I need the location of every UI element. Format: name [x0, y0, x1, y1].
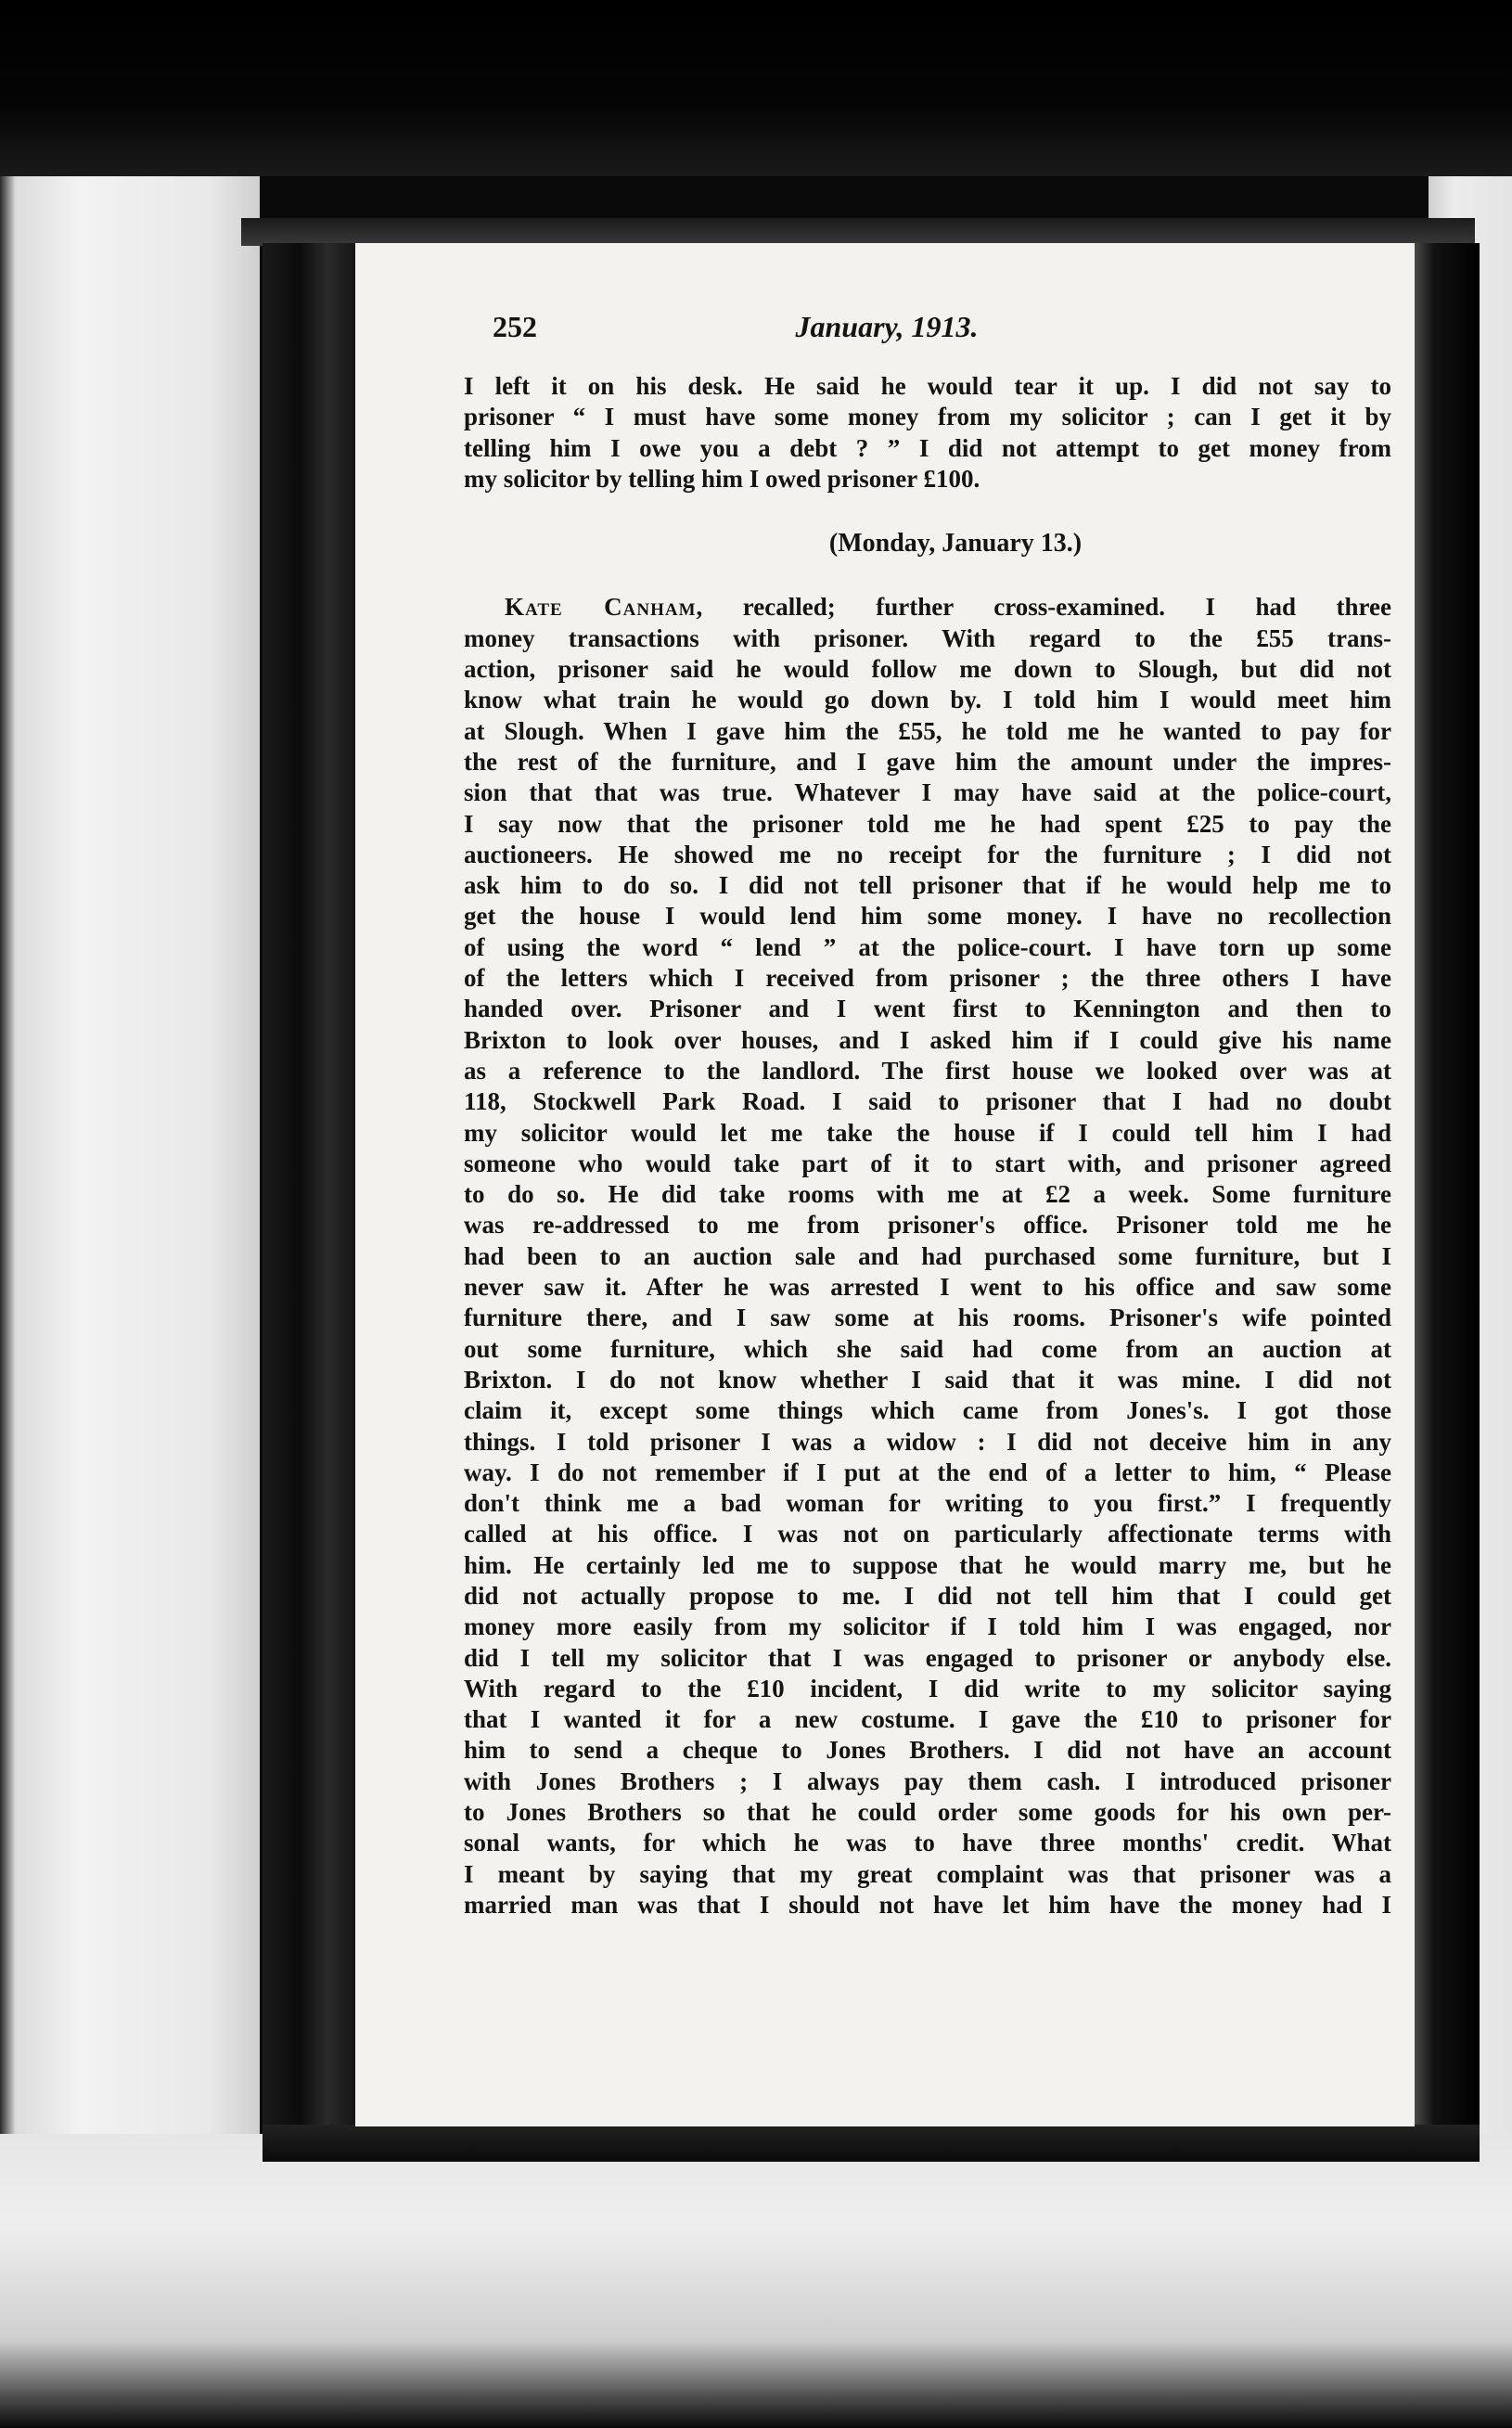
text-line: to Jones Brothers so that he could order some goods for his own per-	[464, 1798, 1391, 1827]
text-line: prisoner “ I must have some money from my solicitor ; can I get it by	[464, 403, 1391, 431]
book-binding-left	[263, 243, 355, 2145]
text-line: I meant by saying that my great complaint was that prisoner was a	[464, 1859, 1391, 1888]
scan-shadow	[241, 218, 1475, 246]
text-line: did not actually propose to me. I did not tell him that I could get	[464, 1581, 1391, 1610]
text-line: my solicitor by telling him I owed prisoner £100.	[464, 464, 980, 493]
text-line: handed over. Prisoner and I went first to Kennington and then to	[464, 995, 1391, 1023]
text-line: of using the word “ lend ” at the police-court. I have torn up some	[464, 932, 1391, 961]
text-line: sion that that was true. Whatever I may have said at the police-court,	[464, 778, 1391, 807]
text-line: money transactions with prisoner. With regard to the £55 trans-	[464, 623, 1391, 652]
running-title: January, 1913.	[795, 310, 979, 343]
text-line: action, prisoner said he would follow me down to Slough, but did not	[464, 655, 1391, 684]
book-binding-bottom	[263, 2125, 1480, 2162]
text-line: get the house I would lend him some money. I have no recollection	[464, 902, 1391, 931]
text-line: out some furniture, which she said had come from an auction at	[464, 1334, 1391, 1363]
text-line: did I tell my solicitor that I was engaged to prisoner or anybody else.	[464, 1643, 1391, 1672]
book-page	[355, 243, 1415, 2126]
text-line: auctioneers. He showed me no receipt for the furniture ; I did not	[464, 840, 1391, 868]
book-binding-right	[1415, 243, 1480, 2145]
text-line: With regard to the £10 incident, I did write to my solicitor saying	[464, 1674, 1391, 1702]
text-line: with Jones Brothers ; I always pay them cash. I introduced prisoner	[464, 1766, 1391, 1795]
text-line: never saw it. After he was arrested I went to his office and saw some	[464, 1273, 1391, 1302]
text-line: him to send a cheque to Jones Brothers. I did not have an account	[464, 1736, 1391, 1765]
text-line: had been to an auction sale and had purchased some furniture, but I	[464, 1241, 1391, 1270]
text-line: to do so. He did take rooms with me at £2 a week. Some furniture	[464, 1180, 1391, 1209]
text-line: married man was that I should not have let him have the money had I	[464, 1890, 1391, 1919]
text-line: was re-addressed to me from prisoner's office. Prisoner told me he	[464, 1211, 1391, 1240]
text-line: 118, Stockwell Park Road. I said to prisoner that I had no doubt	[464, 1087, 1391, 1116]
text-line: him. He certainly led me to suppose that he would marry me, but he	[464, 1550, 1391, 1579]
scan-border-left	[0, 176, 260, 2338]
text-line: the rest of the furniture, and I gave him the amount under the impres-	[464, 747, 1391, 776]
text-line: furniture there, and I saw some at his rooms. Prisoner's wife pointed	[464, 1304, 1391, 1332]
testimony-first-line	[464, 592, 1391, 623]
witness-name: Kate Canham	[505, 593, 697, 622]
text-line: as a reference to the landlord. The first house we looked over was at	[464, 1056, 1391, 1085]
witness-intro: , recalled; further cross-examined. I had three	[696, 593, 1391, 622]
text-line: money more easily from my solicitor if I told him I was engaged, nor	[464, 1612, 1391, 1641]
text-line: things. I told prisoner I was a widow : I did not deceive him in any	[464, 1427, 1391, 1456]
text-line: my solicitor would let me take the house if I could tell him I had	[464, 1118, 1391, 1147]
scan-border-top	[0, 0, 1512, 176]
text-line: ask him to do so. I did not tell prisoner that if he would help me to	[464, 871, 1391, 900]
text-line: I say now that the prisoner told me he had spent £25 to pay the	[464, 809, 1391, 838]
text-line: sonal wants, for which he was to have three months' credit. What	[464, 1829, 1391, 1857]
text-line: don't think me a bad woman for writing to you first.” I frequently	[464, 1489, 1391, 1518]
text-line: at Slough. When I gave him the £55, he told me he wanted to pay for	[464, 716, 1391, 745]
text-line: someone who would take part of it to start with, and prisoner agreed	[464, 1149, 1391, 1177]
text-line: Brixton to look over houses, and I asked him if I could give his name	[464, 1025, 1391, 1054]
text-line: of the letters which I received from prisoner ; the three others I have	[464, 964, 1391, 993]
text-line: telling him I owe you a debt ? ” I did not attempt to get money from	[464, 433, 1391, 462]
text-line: know what train he would go down by. I told him I would meet him	[464, 686, 1391, 714]
text-line: way. I do not remember if I put at the end of a letter to him, “ Please	[464, 1458, 1391, 1486]
text-line: that I wanted it for a new costume. I gave the £10 to prisoner for	[464, 1705, 1391, 1734]
text-line: claim it, except some things which came from Jones's. I got those	[464, 1396, 1391, 1425]
text-line: I left it on his desk. He said he would tear it up. I did not say to	[464, 372, 1391, 400]
text-line: called at his office. I was not on particularly affectionate terms with	[464, 1520, 1391, 1548]
running-head	[493, 310, 1279, 354]
body-text	[464, 371, 1391, 1921]
page-number: 252	[493, 310, 537, 343]
date-heading: (Monday, January 13.)	[828, 529, 1083, 559]
text-line: Brixton. I do not know whether I said that it was mine. I did not	[464, 1365, 1391, 1394]
scan-border-bottom	[0, 2134, 1512, 2428]
